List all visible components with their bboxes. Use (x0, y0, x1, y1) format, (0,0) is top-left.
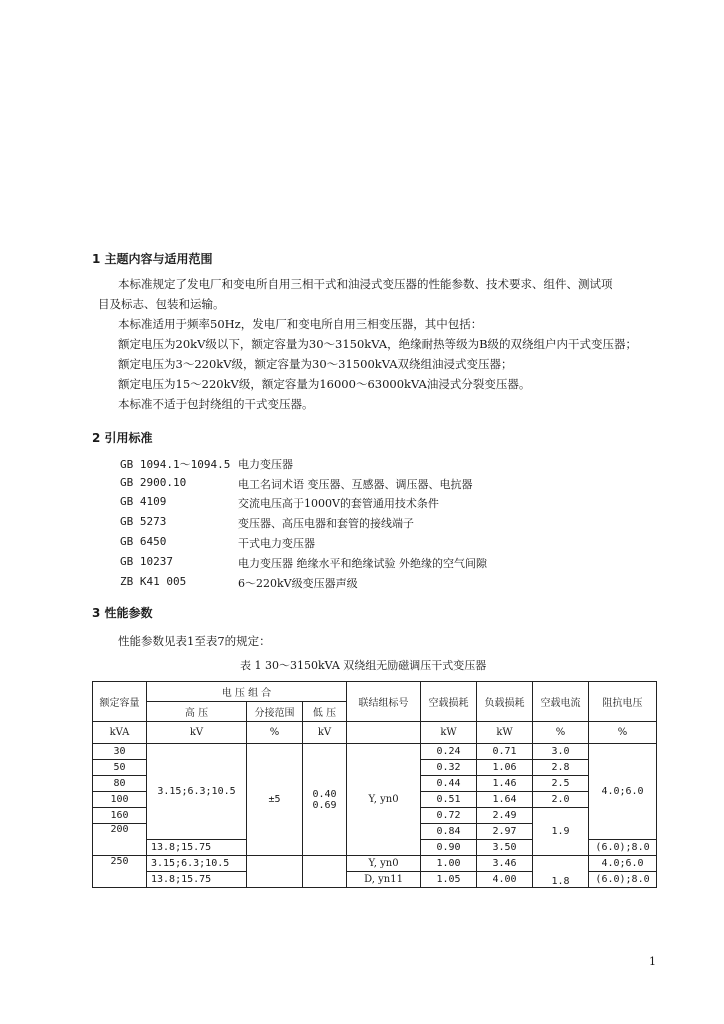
unit-tap: % (247, 722, 303, 744)
ll-160: 2.49 (477, 808, 533, 824)
nlc-80: 2.5 (533, 776, 589, 792)
unit-nll: kW (421, 722, 477, 744)
section-2-heading: 2 引用标准 (92, 431, 153, 445)
tap-range: ±5 (247, 744, 303, 856)
section-1-heading: 1 主题内容与适用范围 (92, 252, 213, 266)
hv-range-d: 13.8;15.75 (147, 872, 247, 888)
ll-50: 1.06 (477, 760, 533, 776)
unit-hv: kV (147, 722, 247, 744)
nll-200b: 0.90 (421, 840, 477, 856)
ref-title-1: 电力变压器 (238, 458, 293, 471)
ll-250b: 4.00 (477, 872, 533, 888)
header-vector-group: 联结组标号 (347, 682, 421, 722)
header-impedance: 阻抗电压 (589, 682, 657, 722)
imp-200b: (6.0);8.0 (589, 840, 657, 856)
nlc-100: 2.0 (533, 792, 589, 808)
lv-values (303, 744, 347, 856)
ref-code-7: ZB K41 005 (120, 575, 187, 588)
ll-200a: 2.97 (477, 824, 533, 840)
unit-lv: kV (303, 722, 347, 744)
ref-title-5: 干式电力变压器 (238, 537, 315, 550)
ref-code-2: GB 2900.10 (120, 476, 187, 489)
vector-group-250b: D, yn11 (347, 872, 421, 888)
tap-250 (247, 856, 303, 888)
nll-250b: 1.05 (421, 872, 477, 888)
cap-50: 50 (93, 760, 147, 776)
ll-30: 0.71 (477, 744, 533, 760)
unit-ll: kW (477, 722, 533, 744)
section-1-para-7: 本标准不适于包封绕组的干式变压器。 (118, 397, 314, 411)
nll-100: 0.51 (421, 792, 477, 808)
ref-title-4: 变压器、高压电器和套管的接线端子 (238, 517, 414, 530)
ref-title-3: 交流电压高于1000V的套管通用技术条件 (238, 497, 439, 510)
table-1 (92, 681, 657, 888)
nll-30: 0.24 (421, 744, 477, 760)
cap-200: 200 (93, 824, 147, 856)
unit-imp: % (589, 722, 657, 744)
cap-250: 250 (93, 856, 147, 888)
ref-code-4: GB 5273 (120, 515, 167, 528)
imp-250a: 4.0;6.0 (589, 856, 657, 872)
ll-200b: 3.50 (477, 840, 533, 856)
unit-capacity: kVA (93, 722, 147, 744)
nll-250a: 1.00 (421, 856, 477, 872)
ll-100: 1.64 (477, 792, 533, 808)
hv-range-a: 3.15;6.3;10.5 (147, 744, 247, 840)
header-tap-range: 分接范围 (247, 702, 303, 722)
cap-160: 160 (93, 808, 147, 824)
section-1-para-3: 本标准适用于频率50Hz，发电厂和变电所自用三相变压器，其中包括： (118, 317, 483, 331)
imp-250b: (6.0);8.0 (589, 872, 657, 888)
ll-250a: 3.46 (477, 856, 533, 872)
unit-vector-group (347, 722, 421, 744)
nll-160: 0.72 (421, 808, 477, 824)
unit-nlc: % (533, 722, 589, 744)
section-1-para-6: 额定电压为15～220kV级，额定容量为16000～63000kVA油浸式分裂变压器。 (118, 377, 531, 391)
hv-range-c: 3.15;6.3;10.5 (147, 856, 247, 872)
header-no-load-current: 空载电流 (533, 682, 589, 722)
ref-code-5: GB 6450 (120, 535, 167, 548)
ref-title-2: 电工名词术语 变压器、互感器、调压器、电抗器 (238, 478, 473, 491)
nll-200a: 0.84 (421, 824, 477, 840)
section-1-para-2: 目及标志、包装和运输。 (98, 297, 225, 311)
section-1-para-4: 额定电压为20kV级以下，额定容量为30～3150kVA，绝缘耐热等级为B级的双绕组户内干式变压器； (118, 337, 638, 351)
header-hv: 高 压 (147, 702, 247, 722)
section-1-para-1: 本标准规定了发电厂和变电所自用三相干式和油浸式变压器的性能参数、技术要求、组件、测试项 (118, 277, 613, 291)
cap-30: 30 (93, 744, 147, 760)
vector-group-main: Y, yn0 (347, 744, 421, 856)
section-3-heading: 3 性能参数 (92, 606, 153, 620)
table-1-caption: 表 1 30～3150kVA 双绕组无励磁调压干式变压器 (240, 659, 487, 672)
nlc-30: 3.0 (533, 744, 589, 760)
header-load-loss: 负载损耗 (477, 682, 533, 722)
ref-code-6: GB 10237 (120, 555, 173, 568)
ll-80: 1.46 (477, 776, 533, 792)
section-1-para-5: 额定电压为3～220kV级，额定容量为30～31500kVA双绕组油浸式变压器； (118, 357, 513, 371)
header-voltage-combo: 电 压 组 合 (147, 682, 347, 702)
ref-title-6: 电力变压器 绝缘水平和绝缘试验 外绝缘的空气间隙 (238, 557, 487, 570)
ref-title-7: 6～220kV级变压器声级 (238, 577, 358, 590)
page-number: 1 (649, 955, 656, 968)
cap-100: 100 (93, 792, 147, 808)
ref-code-3: GB 4109 (120, 495, 167, 508)
vector-group-250a: Y, yn0 (347, 856, 421, 872)
hv-range-b: 13.8;15.75 (147, 840, 247, 856)
lv-value-1: 0.40 (312, 788, 337, 800)
cap-80: 80 (93, 776, 147, 792)
nlc-160-200: 1.9 (533, 808, 589, 856)
header-lv: 低 压 (303, 702, 347, 722)
nll-50: 0.32 (421, 760, 477, 776)
nll-80: 0.44 (421, 776, 477, 792)
imp-main: 4.0;6.0 (589, 744, 657, 840)
header-no-load-loss: 空载损耗 (421, 682, 477, 722)
nlc-250: 1.8 (533, 856, 589, 888)
ref-code-1: GB 1094.1～1094.5 (120, 458, 231, 471)
header-rated-capacity: 额定容量 (93, 682, 147, 722)
lv-value-2: 0.69 (312, 799, 337, 811)
section-3-intro: 性能参数见表1至表7的规定： (118, 634, 271, 648)
nlc-50: 2.8 (533, 760, 589, 776)
lv-250 (303, 856, 347, 888)
